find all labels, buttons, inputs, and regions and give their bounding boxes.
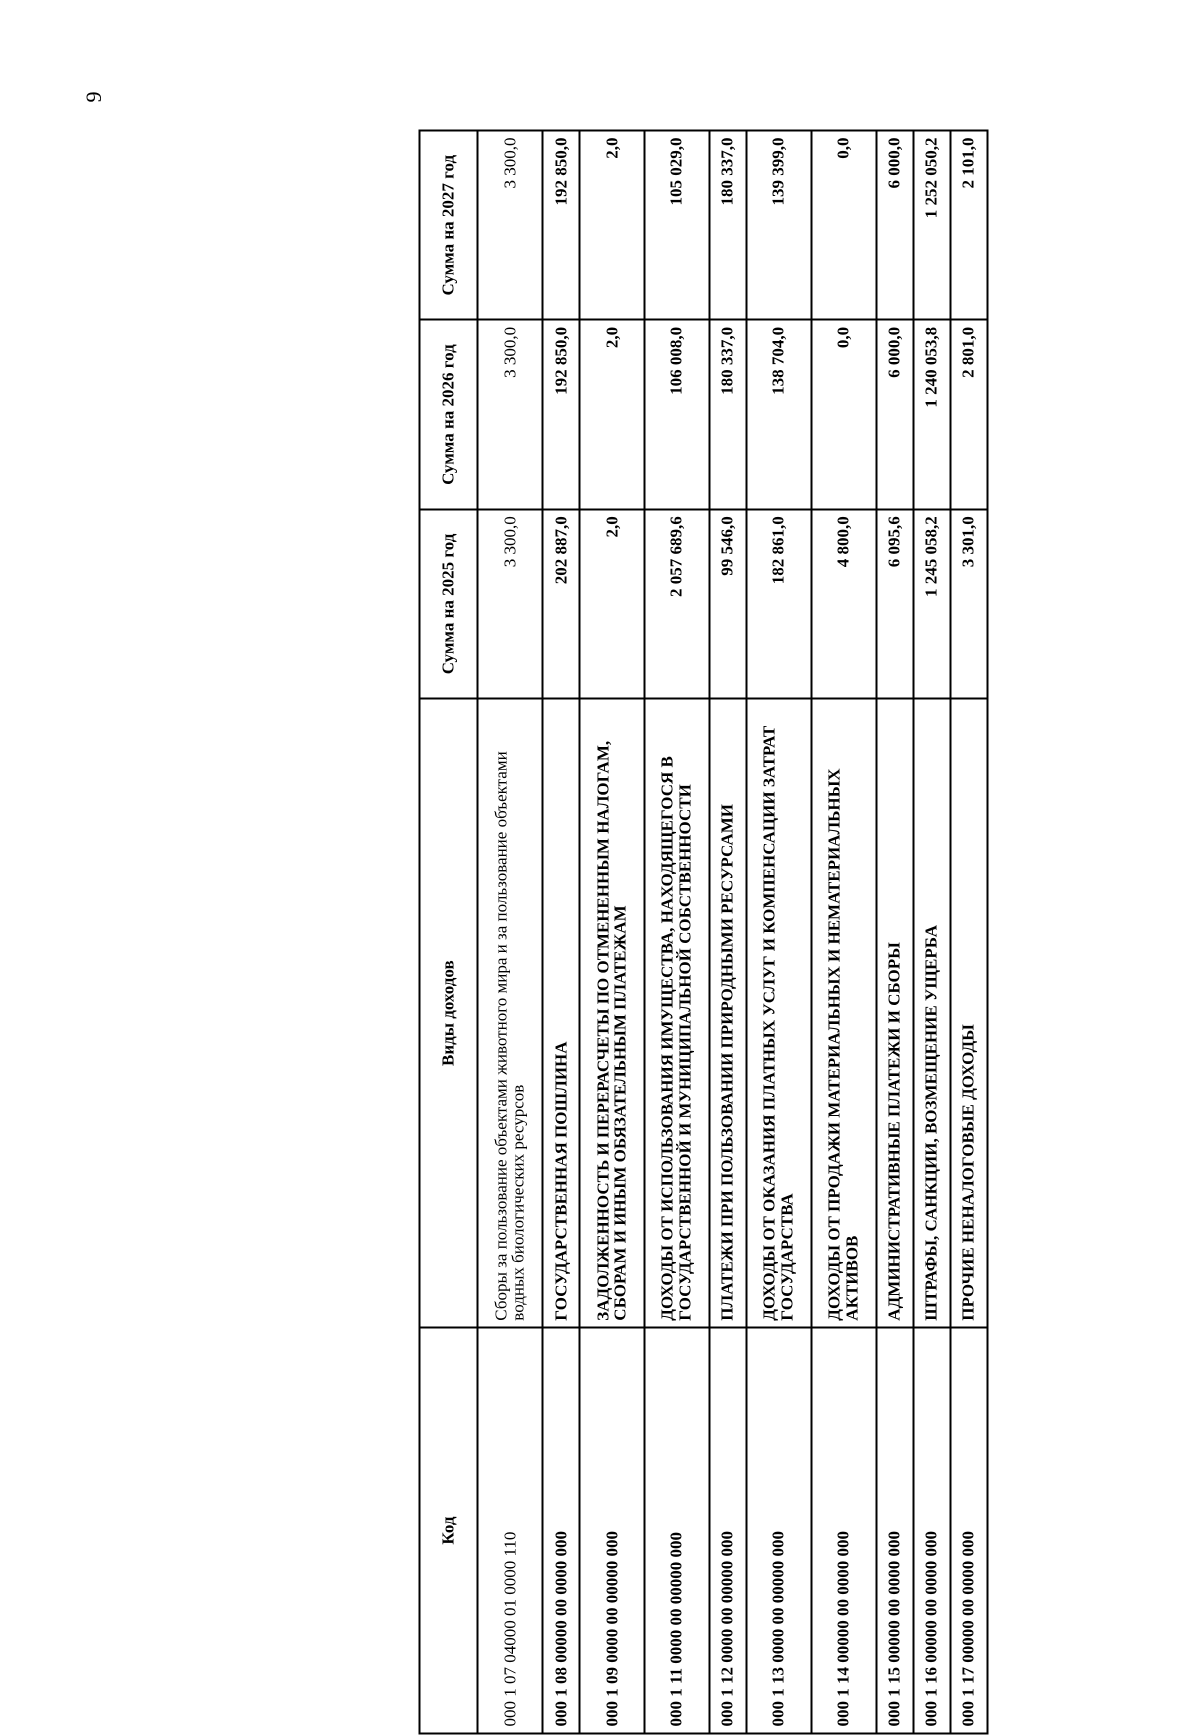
table-row [644,131,709,1734]
table-row [542,131,579,1734]
cell-name: АДМИНИСТРАТИВНЫЕ ПЛАТЕЖИ И СБОРЫ [876,699,913,1328]
page-number: 9 [81,91,106,103]
cell-2025: 3 301,0 [950,509,987,698]
cell-2026: 192 850,0 [542,320,579,509]
table-row [950,131,987,1734]
table-row [746,131,811,1734]
cell-2025: 202 887,0 [542,509,579,698]
cell-code: 000 1 09 0000 00 00000 000 [579,1328,644,1734]
cell-2027: 6 000,0 [876,131,913,320]
cell-2026: 1 240 053,8 [913,320,950,509]
table-row [913,131,950,1734]
revenue-table [419,130,989,1735]
cell-2025: 1 245 058,2 [913,509,950,698]
cell-2025: 182 861,0 [746,509,811,698]
cell-name: ДОХОДЫ ОТ ИСПОЛЬЗОВАНИЯ ИМУЩЕСТВА, НАХОДЯЩЕГОСЯ В ГОСУДАРСТВЕННОЙ И МУНИЦИПАЛЬНОЙ СОБСТВЕННОСТИ [644,699,709,1328]
cell-2026: 6 000,0 [876,320,913,509]
cell-2025: 3 300,0 [478,509,543,698]
cell-2026: 3 300,0 [478,320,543,509]
cell-name: ЗАДОЛЖЕННОСТЬ И ПЕРЕРАСЧЕТЫ ПО ОТМЕНЕННЫМ НАЛОГАМ, СБОРАМ И ИНЫМ ОБЯЗАТЕЛЬНЫМ ПЛАТЕЖАМ [579,699,644,1328]
cell-code: 000 1 15 00000 00 0000 000 [876,1328,913,1734]
cell-name: ПЛАТЕЖИ ПРИ ПОЛЬЗОВАНИИ ПРИРОДНЫМИ РЕСУРСАМИ [709,699,746,1328]
cell-2026: 106 008,0 [644,320,709,509]
cell-2026: 0,0 [811,320,876,509]
cell-2026: 2,0 [579,320,644,509]
cell-2026: 2 801,0 [950,320,987,509]
header-name: Виды доходов [420,699,478,1328]
table-row [811,131,876,1734]
cell-2027: 105 029,0 [644,131,709,320]
cell-2026: 138 704,0 [746,320,811,509]
cell-name: ШТРАФЫ, САНКЦИИ, ВОЗМЕЩЕНИЕ УЩЕРБА [913,699,950,1328]
cell-2027: 1 252 050,2 [913,131,950,320]
cell-name: Сборы за пользование объектами животного мира и за пользование объектами водных биологических ресурсов [478,699,543,1328]
header-2025: Сумма на 2025 год [420,509,478,698]
cell-code: 000 1 13 0000 00 00000 000 [746,1328,811,1734]
cell-2027: 3 300,0 [478,131,543,320]
table-header-row [420,131,478,1734]
cell-2027: 192 850,0 [542,131,579,320]
cell-code: 000 1 14 00000 00 0000 000 [811,1328,876,1734]
cell-2025: 2 057 689,6 [644,509,709,698]
cell-name: ДОХОДЫ ОТ ПРОДАЖИ МАТЕРИАЛЬНЫХ И НЕМАТЕРИАЛЬНЫХ АКТИВОВ [811,699,876,1328]
cell-2027: 139 399,0 [746,131,811,320]
cell-2026: 180 337,0 [709,320,746,509]
cell-2027: 0,0 [811,131,876,320]
cell-2027: 2,0 [579,131,644,320]
cell-code: 000 1 08 00000 00 0000 000 [542,1328,579,1734]
cell-2027: 180 337,0 [709,131,746,320]
header-code: Код [420,1328,478,1734]
header-2026: Сумма на 2026 год [420,320,478,509]
cell-name: ДОХОДЫ ОТ ОКАЗАНИЯ ПЛАТНЫХ УСЛУГ И КОМПЕНСАЦИИ ЗАТРАТ ГОСУДАРСТВА [746,699,811,1328]
cell-code: 000 1 07 04000 01 0000 110 [478,1328,543,1734]
cell-2025: 2,0 [579,509,644,698]
cell-2027: 2 101,0 [950,131,987,320]
cell-code: 000 1 12 0000 00 00000 000 [709,1328,746,1734]
table-row [876,131,913,1734]
header-2027: Сумма на 2027 год [420,131,478,320]
cell-2025: 6 095,6 [876,509,913,698]
table-row [579,131,644,1734]
table-row [478,131,543,1734]
cell-code: 000 1 11 0000 00 00000 000 [644,1328,709,1734]
cell-2025: 99 546,0 [709,509,746,698]
cell-name: ПРОЧИЕ НЕНАЛОГОВЫЕ ДОХОДЫ [950,699,987,1328]
cell-code: 000 1 17 00000 00 0000 000 [950,1328,987,1734]
cell-name: ГОСУДАРСТВЕННАЯ ПОШЛИНА [542,699,579,1328]
cell-code: 000 1 16 00000 00 0000 000 [913,1328,950,1734]
table-row [709,131,746,1734]
revenue-table-rotated [419,130,989,1735]
cell-2025: 4 800,0 [811,509,876,698]
